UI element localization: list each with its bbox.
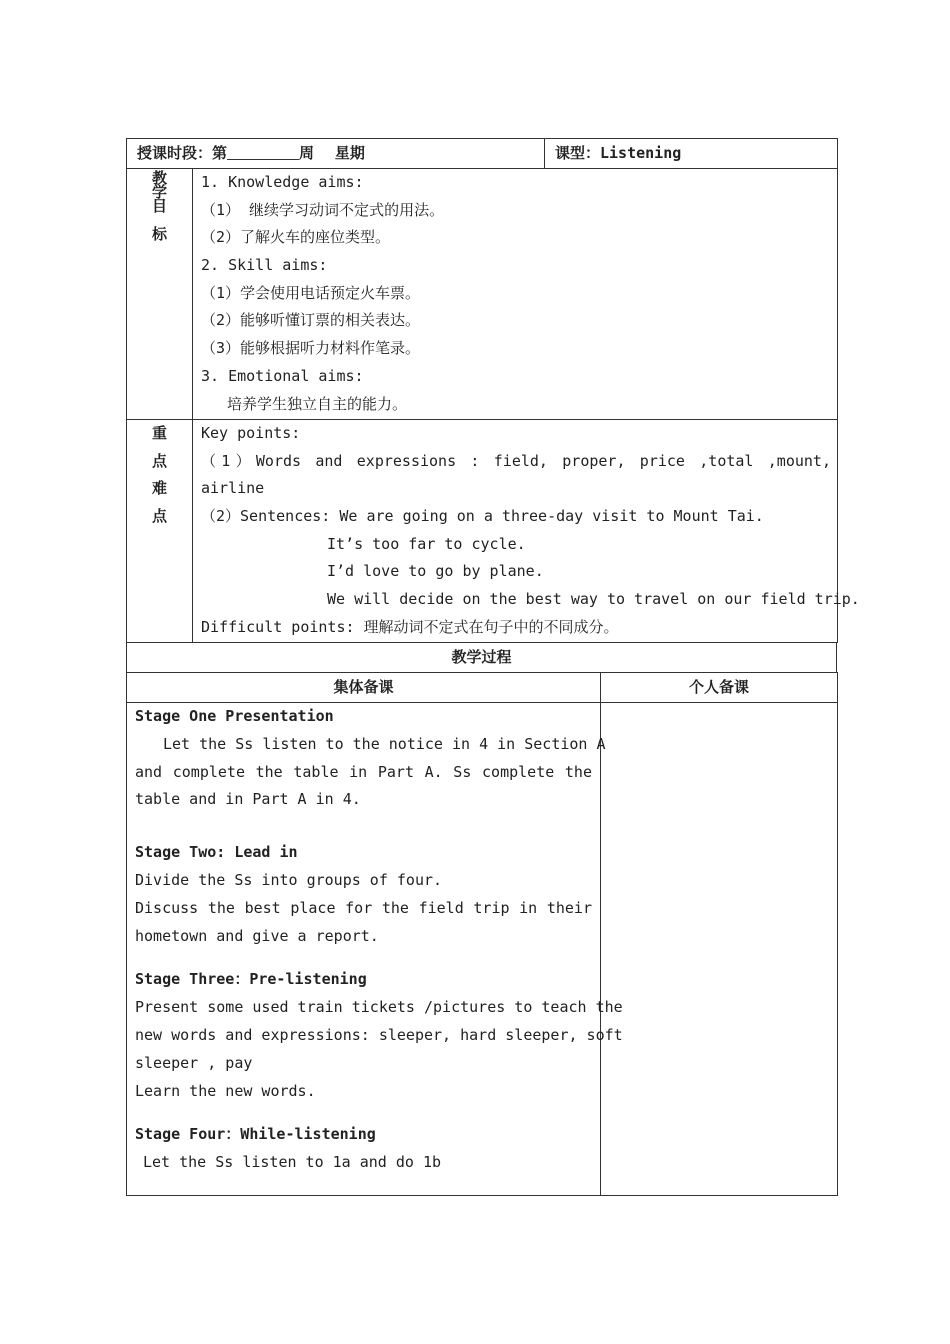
aims-line: 1. Knowledge aims:: [201, 173, 364, 191]
aims-label-char: 学: [151, 183, 167, 201]
keypoints-title: Key points:: [201, 424, 301, 442]
keypoints-label-char: 重: [151, 424, 167, 442]
keypoints-label-cell: [127, 420, 193, 643]
keypoints-sentence: It’s too far to cycle.: [327, 534, 526, 553]
keypoints-label-char: 点: [151, 451, 167, 470]
lesson-type: 课型：Listening: [555, 144, 682, 162]
aims-line: 3. Emotional aims:: [201, 366, 364, 385]
lesson-type-cell: [545, 139, 838, 169]
period-week: 周: [299, 144, 315, 162]
keypoints-words: （1）Words and expressions : field, proper, price ,total ,mount,: [201, 451, 831, 470]
process-title-table: [126, 642, 837, 673]
aims-line: 2. Skill aims:: [201, 256, 328, 275]
aims-label-char: 目: [151, 197, 167, 215]
stage-four-title: Stage Four：While-listening: [135, 1125, 376, 1144]
keypoints-sentence: We will decide on the best way to travel on our field trip.: [327, 590, 860, 609]
period-cell: [127, 139, 545, 169]
keypoints-words-cont: airline: [201, 479, 265, 498]
process-table: [126, 672, 838, 1196]
aims-table: [126, 168, 860, 643]
period-prefix: 授课时段：第: [137, 144, 228, 162]
aims-label-cell: [127, 169, 193, 420]
aims-line: （2）了解火车的座位类型。: [201, 228, 391, 247]
aims-line: （3）能够根据听力材料作笔录。: [201, 339, 421, 358]
personal-prep-header: 个人备课: [601, 673, 838, 703]
aims-label-char: 标: [151, 225, 167, 243]
stage-three-line: Learn the new words.: [135, 1081, 316, 1100]
aims-line: 培养学生独立自主的能力。: [227, 394, 408, 413]
keypoints-sentence: I’d love to go by plane.: [327, 562, 544, 581]
header-table: [126, 138, 838, 169]
period-weekday: 星期: [334, 144, 365, 162]
aims-line: （2）能够听懂订票的相关表达。: [201, 311, 421, 330]
stage-three-title: Stage Three：Pre-listening: [135, 970, 367, 989]
stage-two-line: hometown and give a report.: [135, 926, 379, 945]
stage-three-line: sleeper , pay: [135, 1053, 253, 1072]
aims-line: （1） 继续学习动词不定式的用法。: [201, 200, 445, 219]
stage-two-line: Divide the Ss into groups of four.: [135, 870, 443, 889]
aims-content: [193, 169, 838, 420]
lesson-plan-sheet: [126, 138, 860, 1196]
group-prep-content: [127, 703, 623, 1196]
stage-one-title: Stage One Presentation: [135, 707, 334, 725]
week-blank: [227, 143, 299, 160]
personal-prep-content: [601, 703, 838, 1196]
process-title: 教学过程: [127, 643, 837, 673]
stage-two-title: Stage Two: Lead in: [135, 843, 298, 862]
stage-one-line: table and in Part A in 4.: [135, 790, 361, 809]
stage-two-line: Discuss the best place for the field trip in their: [135, 898, 592, 917]
keypoints-content: [193, 420, 860, 643]
stage-one-line: Let the Ss listen to the notice in 4 in Section A: [163, 734, 606, 753]
keypoints-label-char: 点: [151, 507, 167, 526]
aims-line: （1）学会使用电话预定火车票。: [201, 283, 421, 302]
keypoints-sentences: （2）Sentences: We are going on a three-day visit to Mount Tai.: [201, 507, 764, 526]
stage-three-line: Present some used train tickets /pictures to teach the: [135, 998, 623, 1017]
aims-label-char: 教: [151, 169, 167, 187]
stage-three-line: new words and expressions: sleeper, hard sleeper, soft: [135, 1025, 623, 1044]
keypoints-label-char: 难: [151, 479, 167, 498]
stage-four-line: Let the Ss listen to 1a and do 1b: [143, 1153, 442, 1172]
difficult-points: Difficult points: 理解动词不定式在句子中的不同成分。: [201, 617, 619, 636]
stage-one-line: and complete the table in Part A. Ss complete the: [135, 762, 592, 781]
group-prep-header: 集体备课: [127, 673, 601, 703]
